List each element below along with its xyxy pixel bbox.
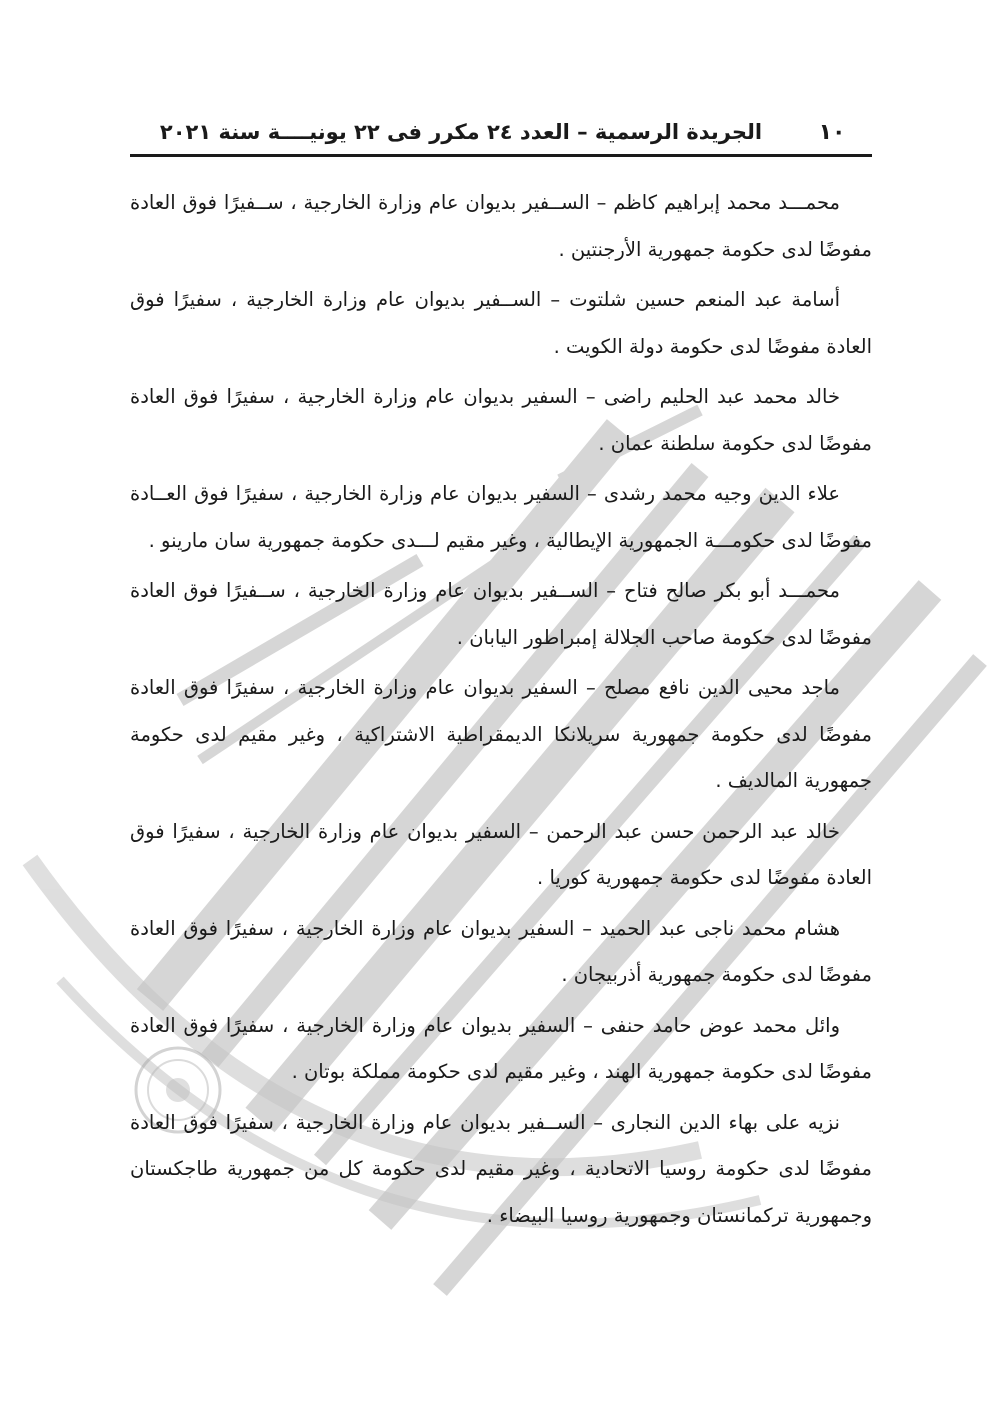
decree-entry: علاء الدين وجيه محمد رشدى – السفير بديوان عام وزارة الخارجية ، سفيرًا فوق العــادة مفوضًا لدى حكومـــة الجمهورية الإيطالية ، وغير مقيم لـــدى حكومة جمهورية سان مارينو .: [130, 482, 872, 552]
gazette-header: [130, 112, 872, 152]
header-divider: [130, 154, 872, 157]
page-number: ١٠: [818, 119, 846, 145]
decree-entry: محمـــد محمد إبراهيم كاظم – الســفير بديوان عام وزارة الخارجية ، ســفيرًا فوق العادة مفوضًا لدى حكومة جمهورية الأرجنتين .: [130, 191, 872, 261]
decree-entries: [130, 180, 872, 1243]
decree-entry: خالد محمد عبد الحليم راضى – السفير بديوان عام وزارة الخارجية ، سفيرًا فوق العادة مفوضًا لدى حكومة سلطنة عمان .: [130, 385, 872, 455]
decree-entry: محمـــد أبو بكر صالح فتاح – الســفير بديوان عام وزارة الخارجية ، ســفيرًا فوق العادة مفوضًا لدى حكومة صاحب الجلالة إمبراطور اليابان .: [130, 579, 872, 649]
decree-entry: أسامة عبد المنعم حسين شلتوت – الســفير بديوان عام وزارة الخارجية ، سفيرًا فوق العادة مفوضًا لدى حكومة دولة الكويت .: [130, 288, 872, 358]
decree-entry: وائل محمد عوض حامد حنفى – السفير بديوان عام وزارة الخارجية ، سفيرًا فوق العادة مفوضًا لدى حكومة جمهورية الهند ، وغير مقيم لدى حكومة مملكة بوتان .: [130, 1013, 872, 1083]
gazette-header-title: الجريدة الرسمية – العدد ٢٤ مكرر فى ٢٢ يونيــــة سنة ٢٠٢١: [159, 120, 763, 144]
decree-entry: ماجد محيى الدين نافع مصلح – السفير بديوان عام وزارة الخارجية ، سفيرًا فوق العادة مفوضًا لدى حكومة جمهورية سريلانكا الديمقراطية الاشتراكية ، وغير مقيم لدى حكومة جمهورية المالديف .: [130, 676, 872, 792]
decree-entry: نزيه على بهاء الدين النجارى – الســفير بديوان عام وزارة الخارجية ، سفيرًا فوق العادة مفوضًا لدى حكومة روسيا الاتحادية ، وغير مقيم لدى حكومة كل من جمهورية طاجكستان وجمهورية تركمانستان وجمهورية روسيا البيضاء .: [130, 1110, 872, 1227]
decree-entry: خالد عبد الرحمن حسن عبد الرحمن – السفير بديوان عام وزارة الخارجية ، سفيرًا فوق العادة مفوضًا لدى حكومة جمهورية كوريا .: [130, 819, 872, 889]
decree-entry: هشام محمد ناجى عبد الحميد – السفير بديوان عام وزارة الخارجية ، سفيرًا فوق العادة مفوضًا لدى حكومة جمهورية أذربيجان .: [130, 916, 872, 986]
